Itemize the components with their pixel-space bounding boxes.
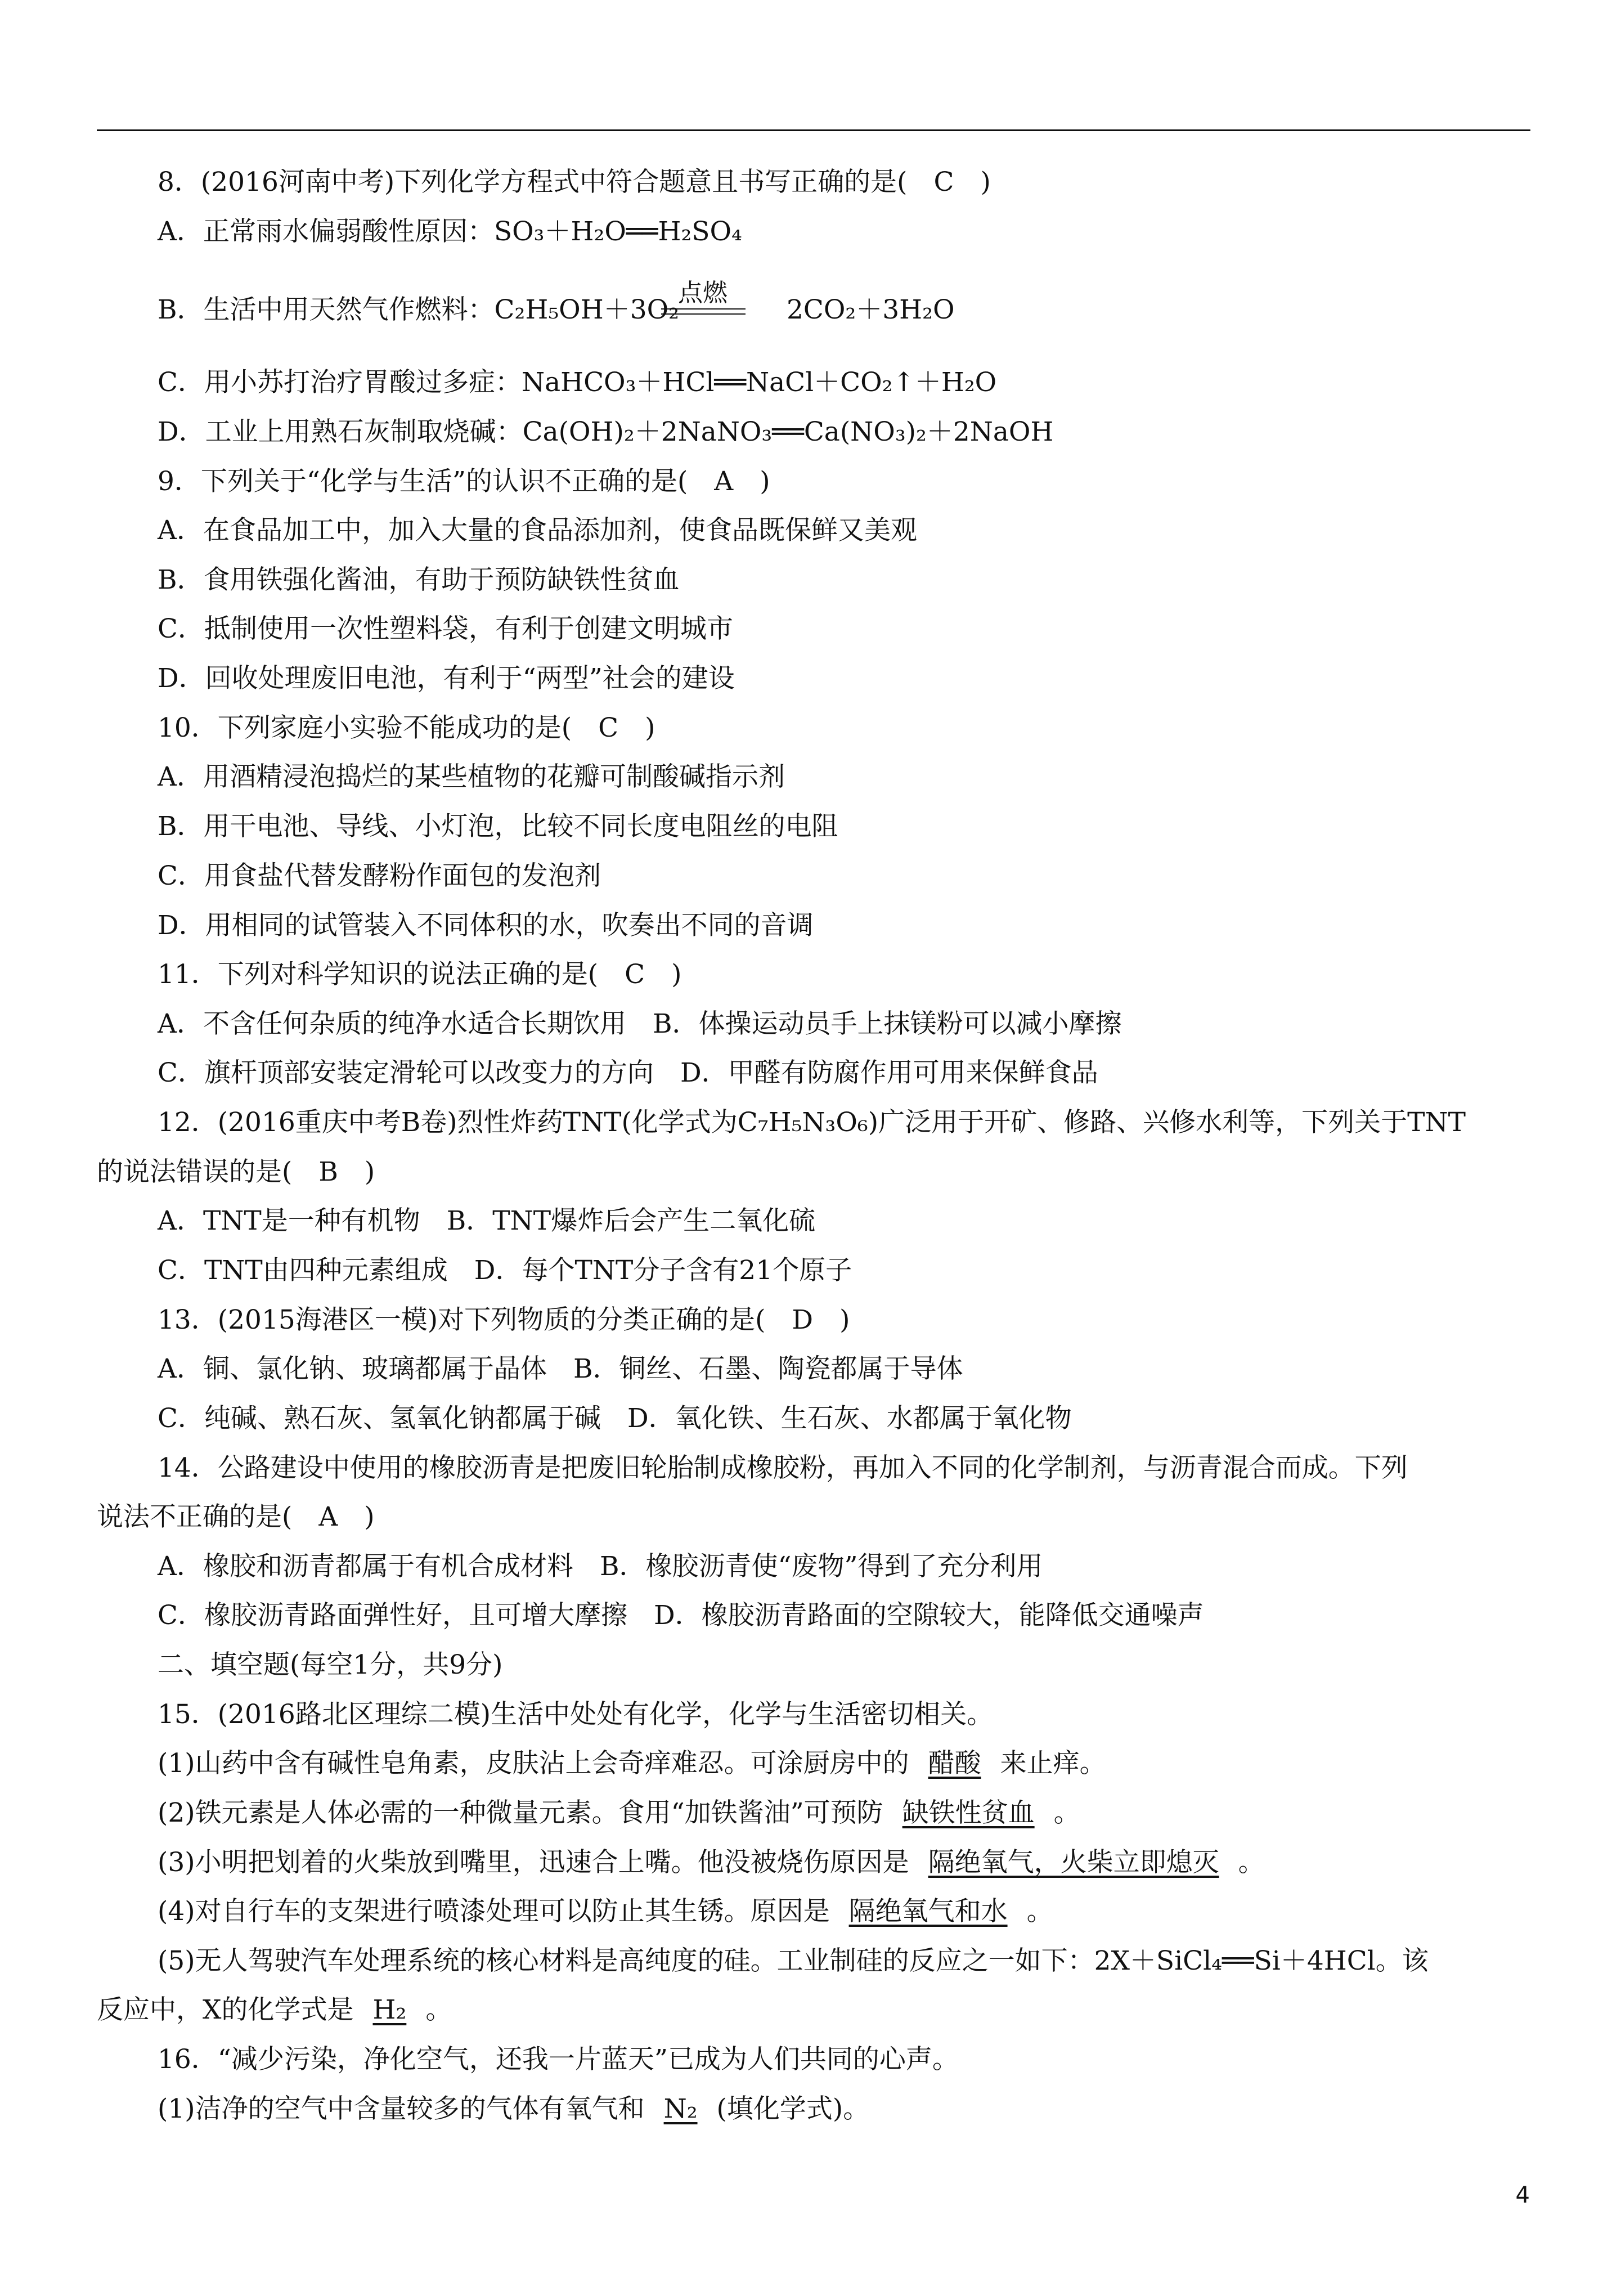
q10-option-d: D．用相同的试管装入不同体积的水，吹奏出不同的音调 (158, 910, 814, 941)
q16-stem: 16．“减少污染，净化空气，还我一片蓝天”已成为人们共同的心声。 (158, 2044, 959, 2075)
q13-stem: 13．(2015海港区一模)对下列物质的分类正确的是( D ) (158, 1304, 850, 1335)
prompt-text: (1)山药中含有碱性皂角素，皮肤沾上会奇痒难忍。可涂厨房中的 (158, 1748, 909, 1779)
reaction-equals-sign (661, 308, 746, 315)
section-2-heading: 二、填空题(每空1分，共9分) (158, 1649, 503, 1680)
q15-part5-line1 (158, 1945, 1429, 1977)
prompt-text: (4)对自行车的支架进行喷漆处理可以防止其生锈。原因是 (158, 1896, 830, 1927)
answer-blank: 隔绝氧气和水 (848, 1896, 1008, 1927)
q12-stem-line1: 12．(2016重庆中考B卷)烈性炸药TNT(化学式为C₇H₅N₃O₆)广泛用于开矿、修路、兴修水利等，下列关于TNT (158, 1107, 1466, 1138)
q15-part5-line2 (97, 1994, 452, 2026)
q8-option-a: A．正常雨水偏弱酸性原因：SO₃＋H₂O══H₂SO₄ (158, 216, 742, 247)
q11-options-ab: A．不含任何杂质的纯净水适合长期饮用 B．体操运动员手上抹镁粉可以减小摩擦 (158, 1008, 1122, 1039)
header-rule (97, 129, 1530, 131)
q9-option-b: B．食用铁强化酱油，有助于预防缺铁性贫血 (158, 564, 680, 595)
q12-options-cd: C．TNT由四种元素组成 D．每个TNT分子含有21个原子 (158, 1255, 852, 1286)
q9-option-c: C．抵制使用一次性塑料袋，有利于创建文明城市 (158, 613, 733, 644)
answer-blank: N₂ (663, 2093, 698, 2124)
answer-blank: 隔绝氧气，火柴立即熄灭 (928, 1847, 1219, 1878)
q8-option-c: C．用小苏打治疗胃酸过多症：NaHCO₃＋HCl══NaCl＋CO₂↑＋H₂O (158, 367, 997, 398)
q15-part4 (158, 1896, 1053, 1927)
q11-stem: 11．下列对科学知识的说法正确的是( C ) (158, 959, 682, 990)
q12-stem-line2: 的说法错误的是( B ) (97, 1156, 375, 1187)
q14-stem-line2: 说法不正确的是( A ) (97, 1501, 375, 1532)
q8-option-b-text: B．生活中用天然气作燃料：C₂H₅OH＋3O₂ (158, 294, 679, 325)
answer-blank: 醋酸 (928, 1748, 981, 1779)
q10-option-b: B．用干电池、导线、小灯泡，比较不同长度电阻丝的电阻 (158, 811, 838, 842)
page-number: 4 (1515, 2182, 1530, 2208)
q9-stem: 9．下列关于“化学与生活”的认识不正确的是( A ) (158, 466, 770, 497)
q13-options-ab: A．铜、氯化钠、玻璃都属于晶体 B．铜丝、石墨、陶瓷都属于导体 (158, 1353, 963, 1384)
suffix-text: (填化学式)。 (716, 2093, 870, 2124)
prompt-text: (3)小明把划着的火柴放到嘴里，迅速合上嘴。他没被烧伤原因是 (158, 1847, 909, 1878)
q15-part1 (158, 1748, 1106, 1779)
q15-stem: 15．(2016路北区理综二模)生活中处处有化学，化学与生活密切相关。 (158, 1699, 994, 1730)
q11-options-cd: C．旗杆顶部安装定滑轮可以改变力的方向 D．甲醛有防腐作用可用来保鲜食品 (158, 1057, 1098, 1088)
q8-option-d: D．工业上用熟石灰制取烧碱：Ca(OH)₂＋2NaNO₃══Ca(NO₃)₂＋2NaOH (158, 416, 1054, 447)
q12-options-ab: A．TNT是一种有机物 B．TNT爆炸后会产生二氧化硫 (158, 1205, 816, 1236)
q14-options-ab: A．橡胶和沥青都属于有机合成材料 B．橡胶沥青使“废物”得到了充分利用 (158, 1551, 1043, 1582)
answer-blank: H₂ (372, 1994, 407, 2025)
q15-part2 (158, 1797, 1080, 1829)
q9-option-a: A．在食品加工中，加入大量的食品添加剂，使食品既保鲜又美观 (158, 515, 917, 546)
suffix-text: 。 (425, 1994, 452, 2025)
prompt-text: (5)无人驾驶汽车处理系统的核心材料是高纯度的硅。工业制硅的反应之一如下：2X＋SiCl₄══Si＋4HCl。该 (158, 1945, 1429, 1976)
q13-options-cd: C．纯碱、熟石灰、氢氧化钠都属于碱 D．氧化铁、生石灰、水都属于氧化物 (158, 1403, 1072, 1434)
prompt-text: 反应中，X的化学式是 (97, 1994, 354, 2025)
q10-option-a: A．用酒精浸泡捣烂的某些植物的花瓣可制酸碱指示剂 (158, 761, 785, 792)
q16-part1 (158, 2093, 869, 2125)
q10-stem: 10．下列家庭小实验不能成功的是( C ) (158, 712, 655, 743)
q14-stem-line1: 14．公路建设中使用的橡胶沥青是把废旧轮胎制成橡胶粉，再加入不同的化学制剂，与沥青混合而成。下列 (158, 1452, 1408, 1483)
prompt-text: (1)洁净的空气中含量较多的气体有氧气和 (158, 2093, 645, 2124)
answer-blank: 缺铁性贫血 (902, 1797, 1035, 1828)
q10-option-c: C．用食盐代替发酵粉作面包的发泡剂 (158, 860, 601, 891)
q8-option-b-products: 2CO₂＋3H₂O (787, 294, 955, 325)
prompt-text: (2)铁元素是人体必需的一种微量元素。食用“加铁酱油”可预防 (158, 1797, 883, 1828)
q8-stem: 8．(2016河南中考)下列化学方程式中符合题意且书写正确的是( C ) (158, 167, 991, 198)
q15-part3 (158, 1847, 1265, 1878)
suffix-text: 。 (1238, 1847, 1265, 1878)
suffix-text: 。 (1026, 1896, 1053, 1927)
reaction-condition-label: 点燃 (678, 279, 728, 307)
suffix-text: 来止痒。 (1000, 1748, 1106, 1779)
q9-option-d: D．回收处理废旧电池，有利于“两型”社会的建设 (158, 663, 735, 694)
q14-options-cd: C．橡胶沥青路面弹性好，且可增大摩擦 D．橡胶沥青路面的空隙较大，能降低交通噪声 (158, 1600, 1204, 1631)
suffix-text: 。 (1053, 1797, 1080, 1828)
